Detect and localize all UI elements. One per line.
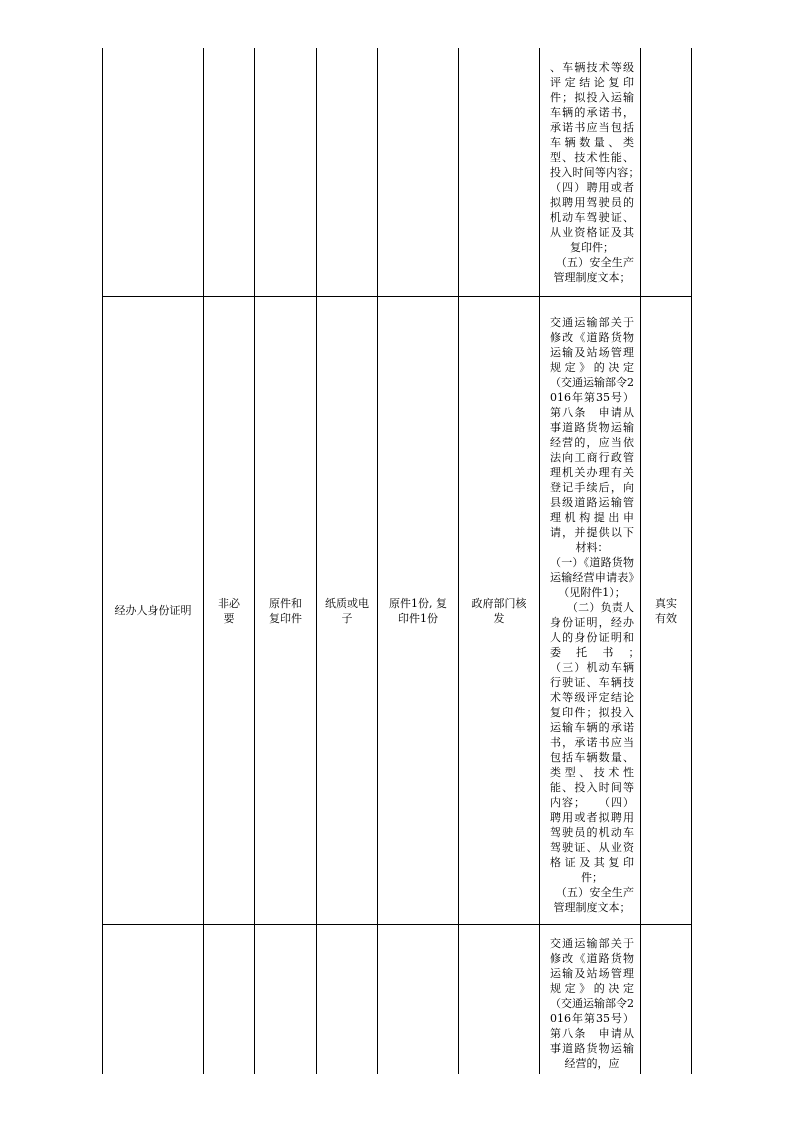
form-cell (255, 48, 317, 297)
requirement-cell (641, 925, 692, 1075)
form-cell: 原件和复印件 (255, 297, 317, 925)
copies-cell (378, 48, 459, 297)
material-name-cell (103, 925, 204, 1075)
requirement-cell: 真实有效 (641, 297, 692, 925)
medium-cell (317, 48, 378, 297)
copies-cell: 原件1份, 复印件1份 (378, 297, 459, 925)
legal-basis-cell: 、车辆技术等级评定结论复印件；拟投入运输车辆的承诺书，承诺书应当包括车辆数量、类型、技术性能、投入时间等内容； （四）聘用或者拟聘用驾驶员的机动车驾驶证、从业资格证及其复印件； （五）安全生产管理制度文本； (540, 48, 641, 297)
table-row (103, 48, 692, 297)
material-name-cell: 经办人身份证明 (103, 297, 204, 925)
source-cell: 政府部门核发 (459, 297, 540, 925)
form-cell (255, 925, 317, 1075)
table-row (103, 297, 692, 925)
materials-table (102, 48, 692, 1074)
legal-basis-cell: 交通运输部关于修改《道路货物运输及站场管理规定》的决定（交通运输部令2016年第35号）第八条 申请从事道路货物运输经营的，应 (540, 925, 641, 1075)
source-cell (459, 48, 540, 297)
required-cell (204, 925, 255, 1075)
source-cell (459, 925, 540, 1075)
copies-cell (378, 925, 459, 1075)
medium-cell: 纸质或电子 (317, 297, 378, 925)
required-cell: 非必要 (204, 297, 255, 925)
legal-basis-cell: 交通运输部关于修改《道路货物运输及站场管理规定》的决定（交通运输部令2016年第35号）第八条 申请从事道路货物运输经营的，应当依法向工商行政管理机关办理有关登记手续后，向县级道路运输管理机构提出申请，并提供以下材料： （一）《道路货物运输经营申请表》（见附件1）； （二）负责人身份证明，经办人的身份证明和委托书； （三）机动车辆行驶证、车辆技术等级评定结论复印件；拟投入运输车辆的承诺书，承诺书应当包括车辆数量、类型、技术性能、投入时间等内容； （四）聘用或者拟聘用驾驶员的机动车驾驶证、从业资格证及其复印件； （五）安全生产管理制度文本； (540, 297, 641, 925)
material-name-cell (103, 48, 204, 297)
required-cell (204, 48, 255, 297)
table-row (103, 925, 692, 1075)
medium-cell (317, 925, 378, 1075)
